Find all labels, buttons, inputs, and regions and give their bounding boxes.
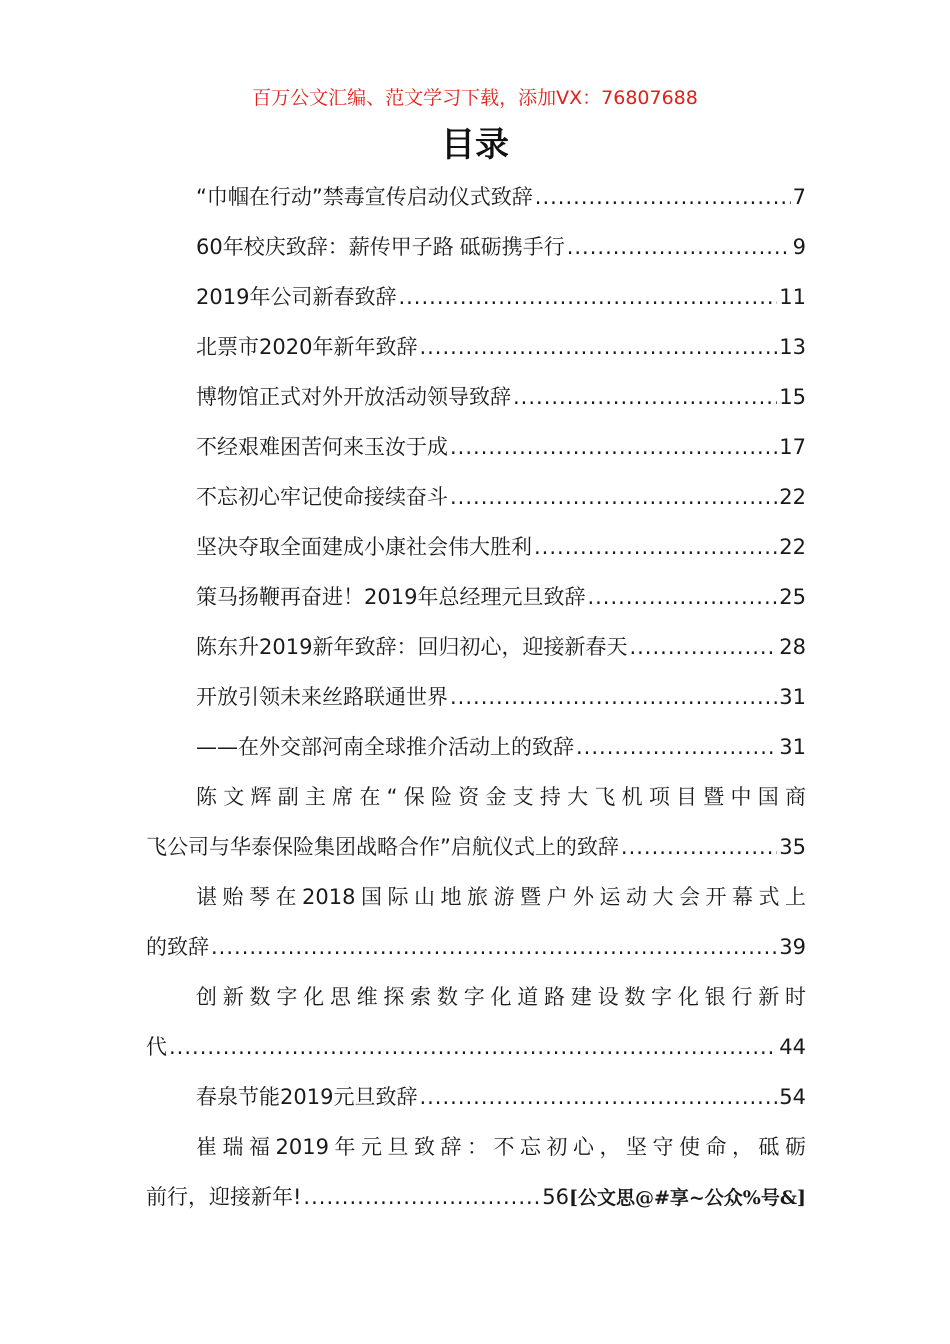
- toc-page-number: 13: [779, 335, 806, 359]
- toc-page-number: 54: [779, 1085, 806, 1109]
- toc-entry-title: 2019年公司新春致辞: [196, 285, 397, 309]
- toc-leader-dots: [513, 372, 777, 422]
- toc-entry[interactable]: [0, 722, 950, 772]
- toc-leader-dots: [621, 822, 777, 872]
- toc-leader-dots: [398, 272, 777, 322]
- toc-entry-title: 北票市2020年新年致辞: [196, 335, 418, 359]
- toc-entry[interactable]: [0, 172, 950, 222]
- toc-leader-dots: [419, 1072, 777, 1122]
- toc-entry[interactable]: [0, 322, 950, 372]
- toc-entry[interactable]: [0, 522, 950, 572]
- toc-entry-title: 谌贻琴在2018国际山地旅游暨户外运动大会开幕式上: [196, 885, 806, 909]
- toc-entry[interactable]: [0, 772, 950, 872]
- toc-leader-dots: [450, 472, 777, 522]
- toc-leader-dots: [535, 172, 791, 222]
- toc-page-number: 22: [779, 485, 806, 509]
- toc-leader-dots: [169, 1022, 777, 1072]
- toc-entry[interactable]: [0, 972, 950, 1072]
- toc-entry[interactable]: [0, 1072, 950, 1122]
- download-notice: 百万公文汇编、范文学习下载，添加VX：76807688: [252, 87, 698, 109]
- toc-entry[interactable]: [0, 422, 950, 472]
- toc-leader-dots: [576, 722, 777, 772]
- toc-entry-subtitle: 砥砺携手行: [459, 235, 565, 259]
- toc-page-number: 22: [779, 535, 806, 559]
- toc-entry-title: 坚决夺取全面建成小康社会伟大胜利: [196, 535, 532, 559]
- toc-entry-title: “巾帼在行动”禁毒宣传启动仪式致辞: [196, 185, 533, 209]
- page-title: 目录: [441, 125, 509, 165]
- toc-page-number: 31: [779, 685, 806, 709]
- toc-entry-title: 博物馆正式对外开放活动领导致辞: [196, 385, 511, 409]
- toc-entry-title: 陈文辉副主席在“保险资金支持大飞机项目暨中国商: [196, 785, 806, 809]
- watermark-text: [公文思@#享~公众%号&]: [568, 1187, 806, 1209]
- toc-entry[interactable]: [0, 622, 950, 672]
- toc-entry-title-continued: 代: [146, 1035, 167, 1059]
- toc-page-number: 31: [779, 735, 806, 759]
- toc-leader-dots: [450, 422, 777, 472]
- toc-entry-title: 崔瑞福2019年元旦致辞：不忘初心，坚守使命，砥砺: [196, 1135, 806, 1159]
- toc-entry[interactable]: [0, 1122, 950, 1222]
- toc-leader-dots: [629, 622, 777, 672]
- toc-entry[interactable]: [0, 372, 950, 422]
- toc-entry-title: 策马扬鞭再奋进！2019年总经理元旦致辞: [196, 585, 586, 609]
- toc-leader-dots: [587, 572, 777, 622]
- toc-entry-title: 开放引领未来丝路联通世界: [196, 685, 448, 709]
- toc-entry[interactable]: [0, 272, 950, 322]
- toc-page-number: 35: [779, 835, 806, 859]
- toc-page-number: 15: [779, 385, 806, 409]
- toc-entry-title: 春泉节能2019元旦致辞: [196, 1085, 418, 1109]
- toc-entry-title: ——在外交部河南全球推介活动上的致辞: [196, 735, 574, 759]
- toc-entry-title-continued: 飞公司与华泰保险集团战略合作”启航仪式上的致辞: [146, 835, 619, 859]
- toc-leader-dots: [419, 322, 777, 372]
- toc-page-number: 17: [779, 435, 806, 459]
- toc-leader-dots: [303, 1172, 540, 1222]
- toc-entry-title: 创新数字化思维探索数字化道路建设数字化银行新时: [196, 985, 806, 1009]
- toc-leader-dots: [211, 922, 777, 972]
- toc-page-number: 7: [792, 185, 806, 209]
- toc-entry-title: 60年校庆致辞：薪传甲子路: [196, 235, 454, 259]
- toc-entry-title-continued: 的致辞: [146, 935, 209, 959]
- toc-leader-dots: [534, 522, 777, 572]
- toc-page-number: 11: [779, 285, 806, 309]
- toc-entry-title: 陈东升2019新年致辞：回归初心，迎接新春天: [196, 635, 628, 659]
- toc-entry[interactable]: [0, 222, 950, 272]
- toc-leader-dots: [567, 222, 791, 272]
- toc-entry-title-continued: 前行，迎接新年!: [146, 1185, 302, 1209]
- toc-entry-title: 不经艰难困苦何来玉汝于成: [196, 435, 448, 459]
- toc-page-number: 39: [779, 935, 806, 959]
- toc-page-number: 9: [792, 235, 806, 259]
- toc-entry[interactable]: [0, 572, 950, 622]
- toc-entry[interactable]: [0, 672, 950, 722]
- toc-entry[interactable]: [0, 872, 950, 972]
- toc-page-number: 56: [542, 1185, 569, 1209]
- toc-entry[interactable]: [0, 472, 950, 522]
- toc-page-number: 25: [779, 585, 806, 609]
- table-of-contents: [0, 172, 950, 1222]
- toc-leader-dots: [450, 672, 777, 722]
- toc-page-number: 28: [779, 635, 806, 659]
- toc-entry-title: 不忘初心牢记使命接续奋斗: [196, 485, 448, 509]
- toc-page-number: 44: [779, 1035, 806, 1059]
